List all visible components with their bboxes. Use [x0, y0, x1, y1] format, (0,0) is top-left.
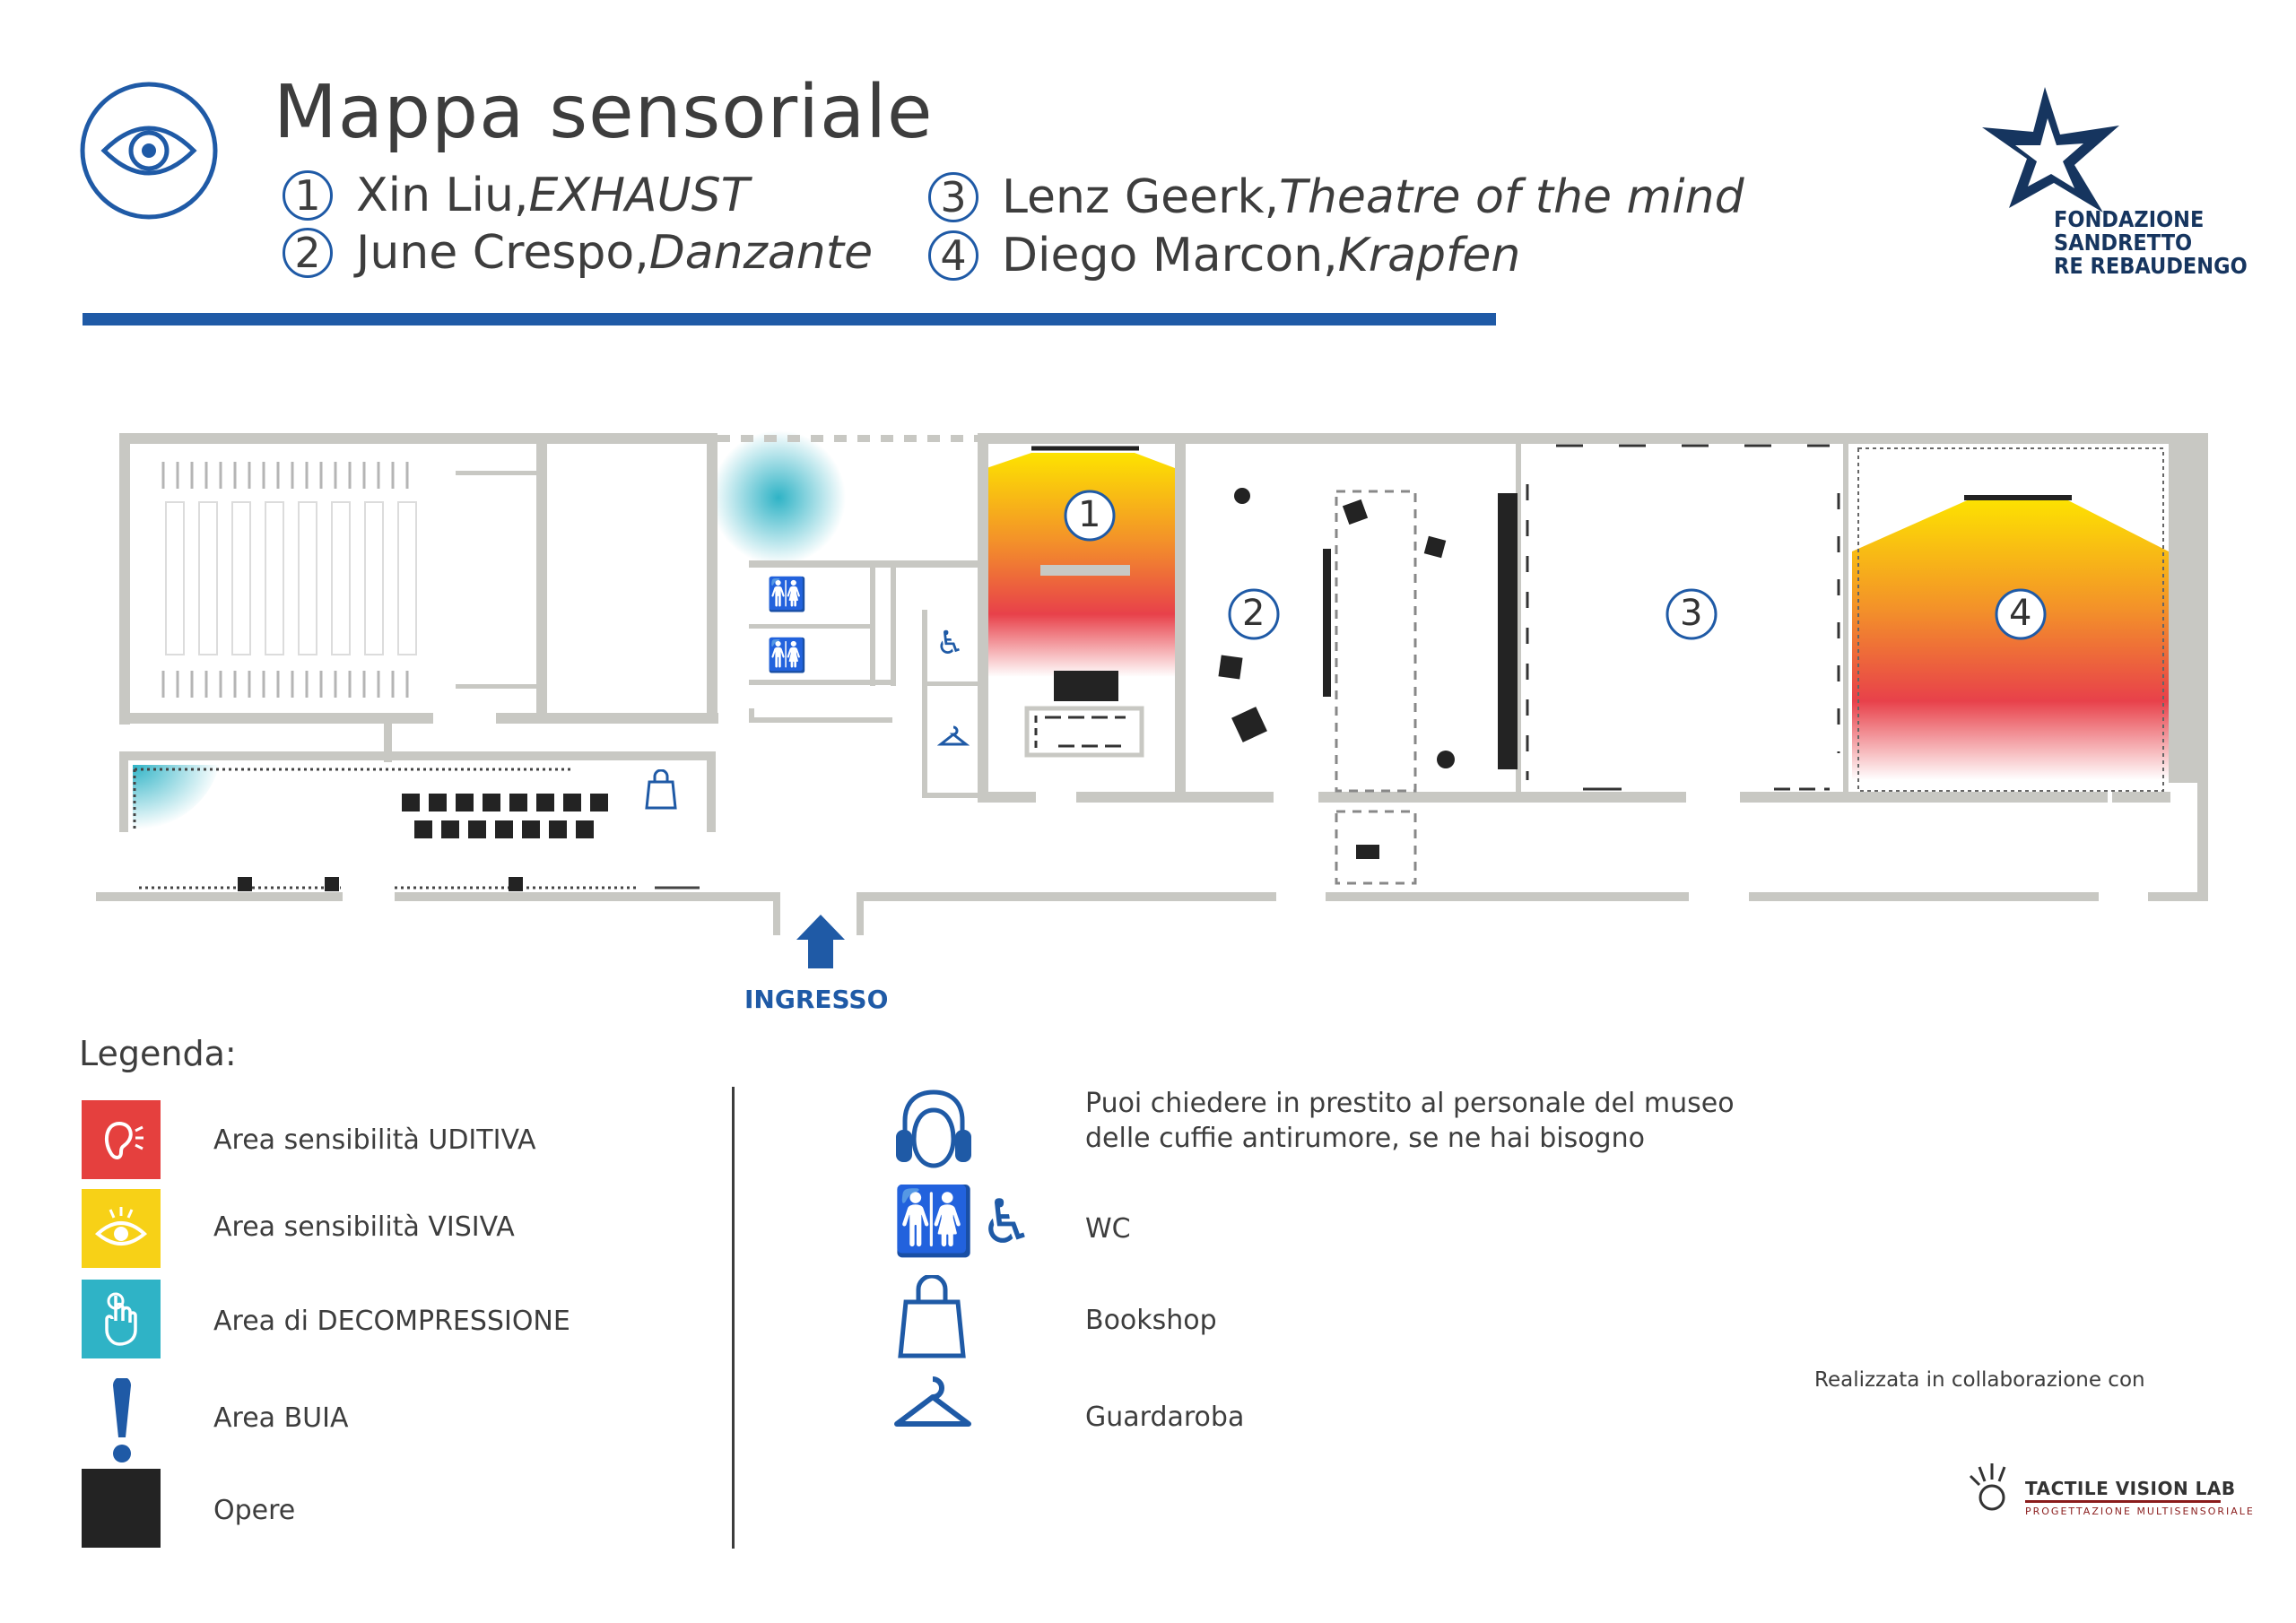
work-artist: Diego Marcon, — [1002, 229, 1338, 282]
work-title: Krapfen — [1337, 229, 1521, 282]
decompression-zone-2 — [133, 765, 220, 829]
work-number: 4 — [928, 230, 978, 281]
shopping-bag-icon — [644, 769, 678, 811]
work-number: 2 — [283, 228, 333, 278]
wc-icon: 🚻 — [767, 638, 807, 674]
room-number-2: 2 — [1242, 593, 1265, 634]
artwork-square-icon — [82, 1469, 161, 1548]
eye-icon — [82, 1189, 161, 1268]
legend-auditory-label: Area sensibilità UDITIVA — [213, 1124, 536, 1156]
hanger-icon — [890, 1372, 976, 1436]
room-number-3: 3 — [1680, 593, 1703, 634]
wheelchair-icon: ♿ — [979, 1187, 1034, 1258]
legend-decompression-label: Area di DECOMPRESSIONE — [213, 1306, 570, 1337]
legend-earmuffs-label-2: delle cuffie antirumore, se ne hai bisogno — [1085, 1123, 1645, 1154]
ear-muffs-icon — [892, 1089, 975, 1171]
logo-line-2: SANDRETTO — [2054, 230, 2193, 256]
wc-icon: 🚻 — [892, 1183, 976, 1260]
work-number: 1 — [283, 170, 333, 221]
work-artist: Lenz Geerk, — [1002, 170, 1280, 224]
tactile-vision-lab-logo-icon — [1969, 1460, 2015, 1514]
partner-underline — [2025, 1500, 2221, 1503]
legend-artworks-label: Opere — [213, 1495, 296, 1526]
entrance-arrow-icon — [796, 915, 845, 968]
partner-subtitle: PROGETTAZIONE MULTISENSORIALE — [2025, 1506, 2255, 1517]
legend-divider — [732, 1087, 735, 1549]
wheelchair-icon: ♿ — [935, 625, 965, 662]
logo-line-1: FONDAZIONE — [2054, 206, 2205, 232]
legend-cloakroom-label: Guardaroba — [1085, 1402, 1245, 1433]
entrance-label: INGRESSO — [744, 985, 889, 1014]
decompression-zone — [711, 430, 846, 565]
ear-icon — [82, 1100, 161, 1179]
room-number-1: 1 — [1078, 494, 1101, 535]
silence-hand-icon — [82, 1280, 161, 1358]
legend-visual-label: Area sensibilità VISIVA — [213, 1211, 515, 1243]
collaboration-text: Realizzata in collaborazione con — [1814, 1368, 2145, 1392]
work-title: Danzante — [648, 226, 874, 280]
page-title: Mappa sensoriale — [274, 70, 934, 155]
wc-icon: 🚻 — [767, 577, 807, 613]
work-artist: June Crespo, — [356, 226, 649, 280]
shopping-bag-icon — [897, 1275, 967, 1359]
exclamation-icon — [109, 1378, 135, 1464]
partner-name: TACTILE VISION LAB — [2025, 1478, 2236, 1499]
work-number: 3 — [928, 172, 978, 222]
logo-line-3: RE REBAUDENGO — [2054, 253, 2248, 279]
legend-dark-label: Area BUIA — [213, 1402, 349, 1434]
hanger-icon — [937, 725, 970, 750]
legend-bookshop-label: Bookshop — [1085, 1305, 1217, 1336]
work-artist: Xin Liu, — [356, 169, 529, 222]
legend-heading: Legenda: — [79, 1034, 237, 1073]
work-title: Theatre of the mind — [1279, 170, 1744, 224]
work-title: EXHAUST — [528, 169, 750, 222]
legend-earmuffs-label: Puoi chiedere in prestito al personale del museo — [1085, 1088, 1735, 1119]
zone-4-auditory-visual — [1852, 498, 2169, 780]
legend-wc-label: WC — [1085, 1213, 1131, 1245]
room-number-4: 4 — [2009, 593, 2032, 634]
